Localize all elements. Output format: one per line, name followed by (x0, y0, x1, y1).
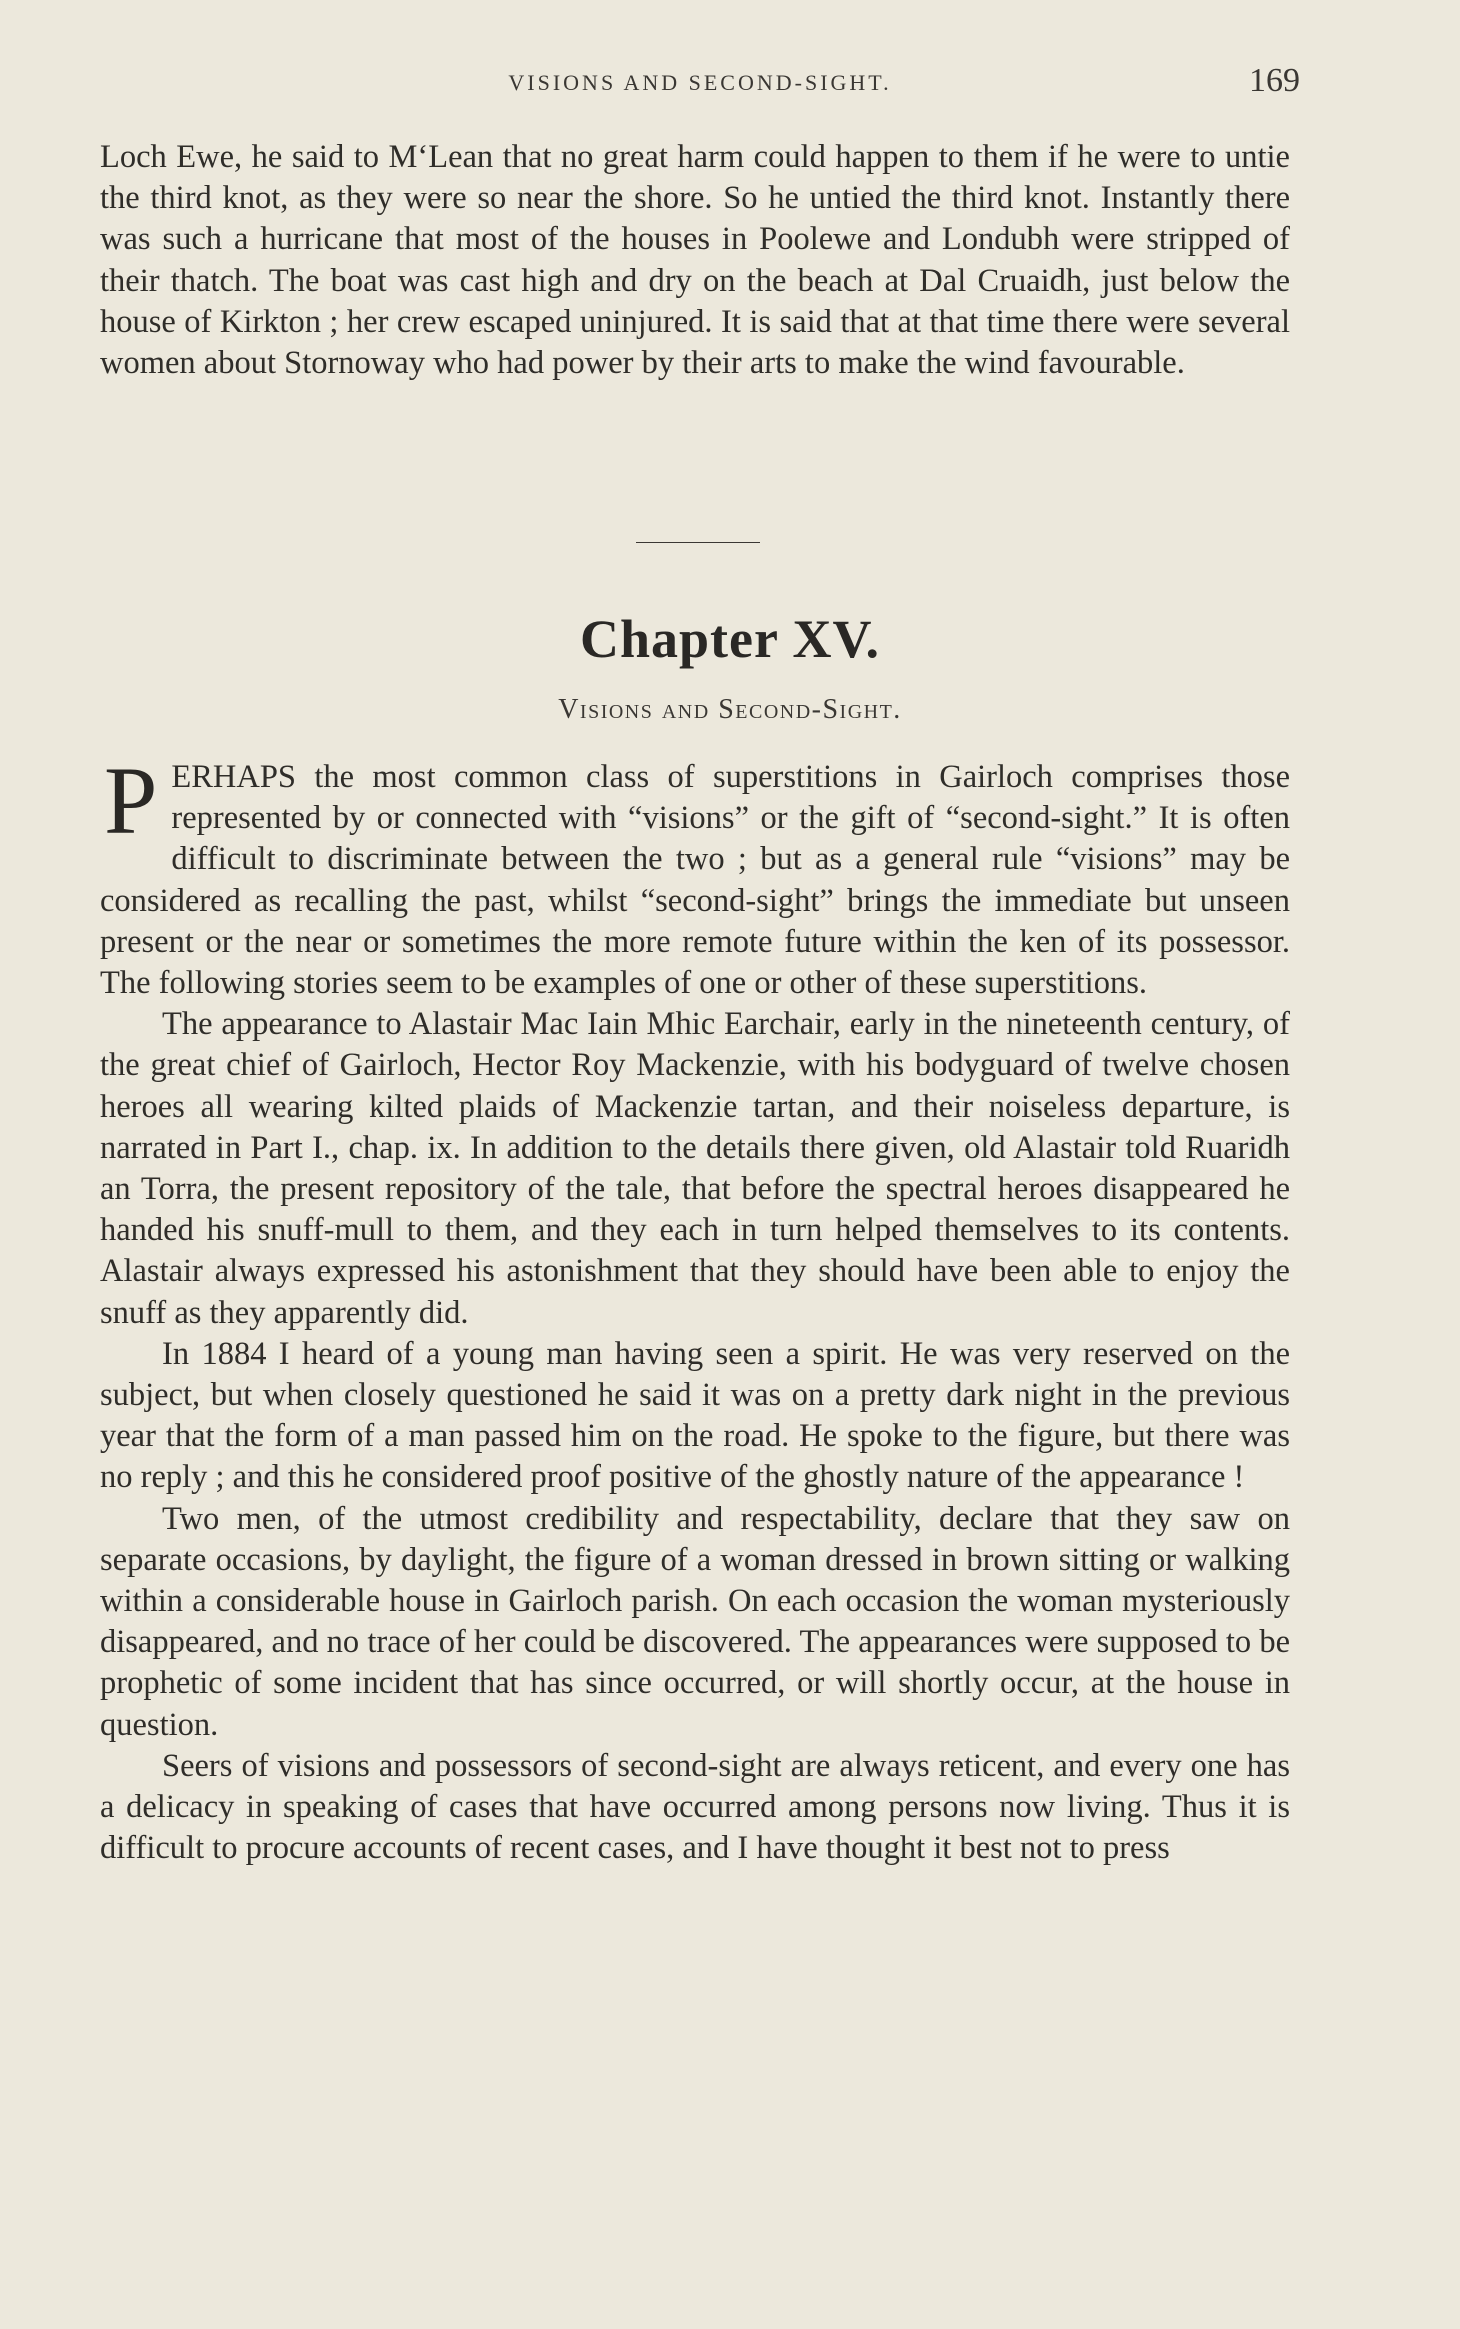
drop-cap: P (104, 747, 158, 854)
paragraph-4: Two men, of the utmost credibility and respectability, declare that they saw on separate occasions, by daylight, the figure of a woman dressed in brown sitting or walking within a considerable house in Gairloch parish. On each occasion the woman mysteriously disappeared, and no trace of her could be discovered. The appearances were supposed to be prophetic of some incident that has since occurred, or will shortly occur, at the house in question. (100, 1500, 1290, 1743)
paragraph-2: The appearance to Alastair Mac Iain Mhic Earchair, early in the nineteenth century, of the great chief of Gairloch, Hector Roy Mackenzie, with his bodyguard of twelve chosen heroes all wearing kilted plaids of Mackenzie tartan, and their noiseless departure, is narrated in Part I., chap. ix. In addition to the details there given, old Alastair told Ruaridh an Torra, the present repository of the tale, that before the spectral heroes disappeared he handed his snuff-mull to them, and they each in turn helped themselves to its contents. Alastair always expressed his astonishment that they should have been able to enjoy the snuff as they apparently did. (100, 1006, 1290, 1331)
chapter-subtitle: Visions and Second-Sight. (558, 694, 902, 725)
paragraph-1-text: ERHAPS the most common class of superstitions in Gairloch comprises those represented by or connected with “visions” or the gift of “second-sight.” It is often difficult to discriminate between the two ; but as a general rule “visions” may be considered as recalling the past, whilst “second-sight” brings the immediate but unseen present or the near or sometimes the more remote future within the ken of its possessor. The following stories seem to be examples of one or other of these superstitions. (100, 759, 1290, 1002)
chapter-title: Chapter XV. (579, 609, 881, 669)
running-title: VISIONS AND SECOND-SIGHT. (508, 70, 892, 95)
running-head (100, 62, 1300, 102)
paragraph-1 (100, 747, 1290, 1004)
chapter-body (100, 747, 1290, 1869)
paragraph-5: Seers of visions and possessors of second-sight are always reticent, and every one has a delicacy in speaking of cases that have occurred among persons now living. Thus it is difficult to procure accounts of recent cases, and I have thought it best not to press (100, 1747, 1290, 1867)
continuation-paragraph: Loch Ewe, he said to M‘Lean that no great harm could happen to them if he were to untie the third knot, as they were so near the shore. So he untied the third knot. Instantly there was such a hurricane that most of the houses in Poolewe and Londubh were stripped of their thatch. The boat was cast high and dry on the beach at Dal Cruaidh, just below the house of Kirkton ; her crew escaped uninjured. It is said that at that time there were several women about Stornoway who had power by their arts to make the wind favourable. (100, 139, 1290, 382)
section-divider (636, 542, 760, 543)
continuation-text (100, 137, 1290, 384)
page-number: 169 (1249, 62, 1300, 99)
paragraph-3: In 1884 I heard of a young man having seen a spirit. He was very reserved on the subject, but when closely questioned he said it was on a pretty dark night in the previous year that the form of a man passed him on the road. He spoke to the figure, but there was no reply ; and this he considered proof positive of the ghostly nature of the appearance ! (100, 1335, 1290, 1496)
